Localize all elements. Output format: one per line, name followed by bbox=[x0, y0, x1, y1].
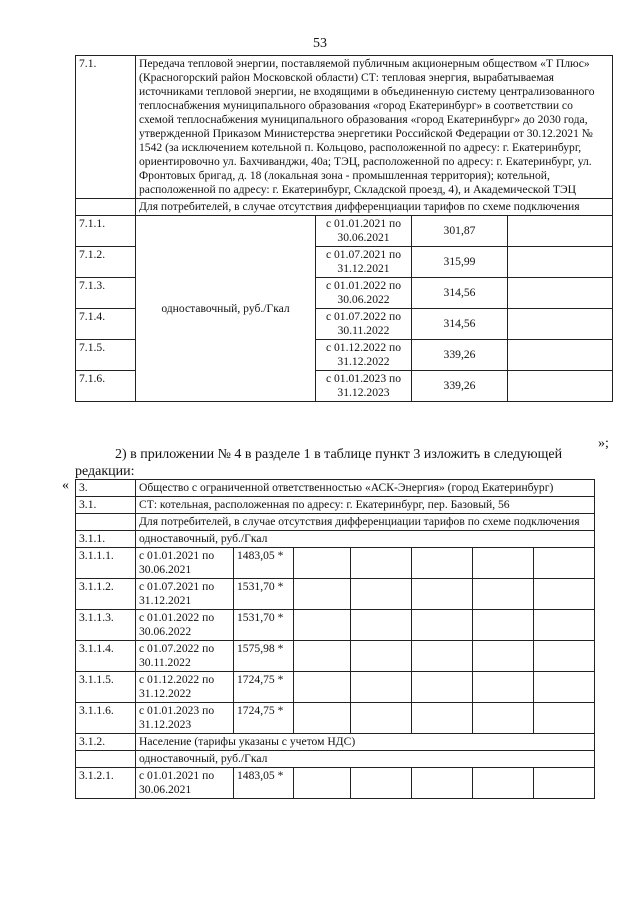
table-row bbox=[76, 703, 595, 734]
empty-cell bbox=[76, 751, 136, 768]
period: с 01.01.2022 по 30.06.2022 bbox=[136, 610, 234, 641]
table-row bbox=[76, 672, 595, 703]
period: с 01.07.2022 по 30.11.2022 bbox=[316, 309, 412, 340]
row-number: 3.1.1.4. bbox=[76, 641, 136, 672]
value: 339,26 bbox=[412, 340, 508, 371]
table-row bbox=[76, 641, 595, 672]
population-note: Население (тарифы указаны с учетом НДС) bbox=[136, 734, 595, 751]
table-row bbox=[76, 579, 595, 610]
value: 315,99 bbox=[412, 247, 508, 278]
period: с 01.01.2023 по 31.12.2023 bbox=[136, 703, 234, 734]
population-tariff-type: одноставочный, руб./Гкал bbox=[136, 751, 595, 768]
value: 1575,98 * bbox=[234, 641, 294, 672]
period: с 01.01.2021 по 30.06.2021 bbox=[316, 216, 412, 247]
population-number: 3.1.2. bbox=[76, 734, 136, 751]
tariff-number: 3.1.1. bbox=[76, 531, 136, 548]
period: с 01.01.2021 по 30.06.2021 bbox=[136, 548, 234, 579]
table-row bbox=[76, 610, 595, 641]
row-number: 7.1.2. bbox=[76, 247, 136, 278]
value: 1483,05 * bbox=[234, 548, 294, 579]
row-number: 3.1.1.2. bbox=[76, 579, 136, 610]
period: с 01.12.2022 по 31.12.2022 bbox=[136, 672, 234, 703]
consumers-note: Для потребителей, в случае отсутствия дифференциации тарифов по схеме подключения bbox=[136, 199, 613, 216]
tariff-table-7-1 bbox=[75, 55, 613, 402]
row-number: 3.1.1.3. bbox=[76, 610, 136, 641]
row-number: 3.1.2.1. bbox=[76, 768, 136, 799]
consumers-note: Для потребителей, в случае отсутствия дифференциации тарифов по схеме подключения bbox=[136, 514, 595, 531]
row-number: 3.1.1.1. bbox=[76, 548, 136, 579]
empty-cell bbox=[508, 278, 613, 309]
table-row bbox=[76, 216, 613, 247]
table-row bbox=[76, 768, 595, 799]
value: 314,56 bbox=[412, 278, 508, 309]
section-number: 3. bbox=[76, 480, 136, 497]
value: 339,26 bbox=[412, 371, 508, 402]
empty-cell bbox=[508, 340, 613, 371]
value: 314,56 bbox=[412, 309, 508, 340]
open-quote: « bbox=[62, 478, 69, 493]
section-description: Передача тепловой энергии, поставляемой публичным акционерным обществом «Т Плюс» (Красногорский район Московской области) СТ: тепловая энергия, вырабатываемая источниками тепловой энергии, не входящими в объединенную систему централизованного теплоснабжения муниципального образования «город Екатеринбург» в соответствии со схемой теплоснабжения муниципального образования «город Екатеринбург» до 2030 года, утвержденной Приказом Министерства энергетики Российской Федерации от 30.12.2021 № 1542 (за исключением котельной п. Кольцово, расположенной по адресу: г. Екатеринбург, ориентировочно ул. Бахчиванджи, 40а; ТЭЦ, расположенной по адресу: г. Екатеринбург, ул. Фронтовых бригад, д. 18 (локальная зона - промышленная территория); котельной, расположенной по адресу: г. Екатеринбург, Складской проезд, 4), и Академической ТЭЦ bbox=[136, 56, 613, 199]
tariff-type: одноставочный, руб./Гкал bbox=[136, 216, 316, 402]
row-number: 7.1.5. bbox=[76, 340, 136, 371]
period: с 01.01.2022 по 30.06.2022 bbox=[316, 278, 412, 309]
value: 1724,75 * bbox=[234, 672, 294, 703]
tariff-type: одноставочный, руб./Гкал bbox=[136, 531, 595, 548]
empty-cell bbox=[76, 514, 136, 531]
value: 1483,05 * bbox=[234, 768, 294, 799]
close-quote: »; bbox=[598, 436, 609, 451]
empty-cell bbox=[508, 216, 613, 247]
period: с 01.01.2021 по 30.06.2021 bbox=[136, 768, 234, 799]
value: 301,87 bbox=[412, 216, 508, 247]
tariff-table-3 bbox=[75, 479, 595, 799]
empty-cell bbox=[508, 309, 613, 340]
period: с 01.01.2023 по 31.12.2023 bbox=[316, 371, 412, 402]
subsection-number: 3.1. bbox=[76, 497, 136, 514]
value: 1724,75 * bbox=[234, 703, 294, 734]
period: с 01.07.2021 по 31.12.2021 bbox=[136, 579, 234, 610]
table-row bbox=[76, 548, 595, 579]
period: с 01.07.2021 по 31.12.2021 bbox=[316, 247, 412, 278]
row-number: 3.1.1.5. bbox=[76, 672, 136, 703]
row-number: 7.1.1. bbox=[76, 216, 136, 247]
page-number: 53 bbox=[313, 36, 327, 51]
empty-cell bbox=[508, 371, 613, 402]
subsection-description: СТ: котельная, расположенная по адресу: г. Екатеринбург, пер. Базовый, 56 bbox=[136, 497, 595, 514]
value: 1531,70 * bbox=[234, 610, 294, 641]
period: с 01.07.2022 по 30.11.2022 bbox=[136, 641, 234, 672]
value: 1531,70 * bbox=[234, 579, 294, 610]
section-description: Общество с ограниченной ответственностью «АСК-Энергия» (город Екатеринбург) bbox=[136, 480, 595, 497]
period: с 01.12.2022 по 31.12.2022 bbox=[316, 340, 412, 371]
row-number: 7.1.3. bbox=[76, 278, 136, 309]
empty-cell bbox=[76, 199, 136, 216]
empty-cell bbox=[508, 247, 613, 278]
row-number: 3.1.1.6. bbox=[76, 703, 136, 734]
row-number: 7.1.4. bbox=[76, 309, 136, 340]
row-number: 7.1.6. bbox=[76, 371, 136, 402]
section-number: 7.1. bbox=[76, 56, 136, 199]
instruction-paragraph: 2) в приложении № 4 в разделе 1 в таблице пункт 3 изложить в следующей редакции: bbox=[75, 447, 563, 479]
